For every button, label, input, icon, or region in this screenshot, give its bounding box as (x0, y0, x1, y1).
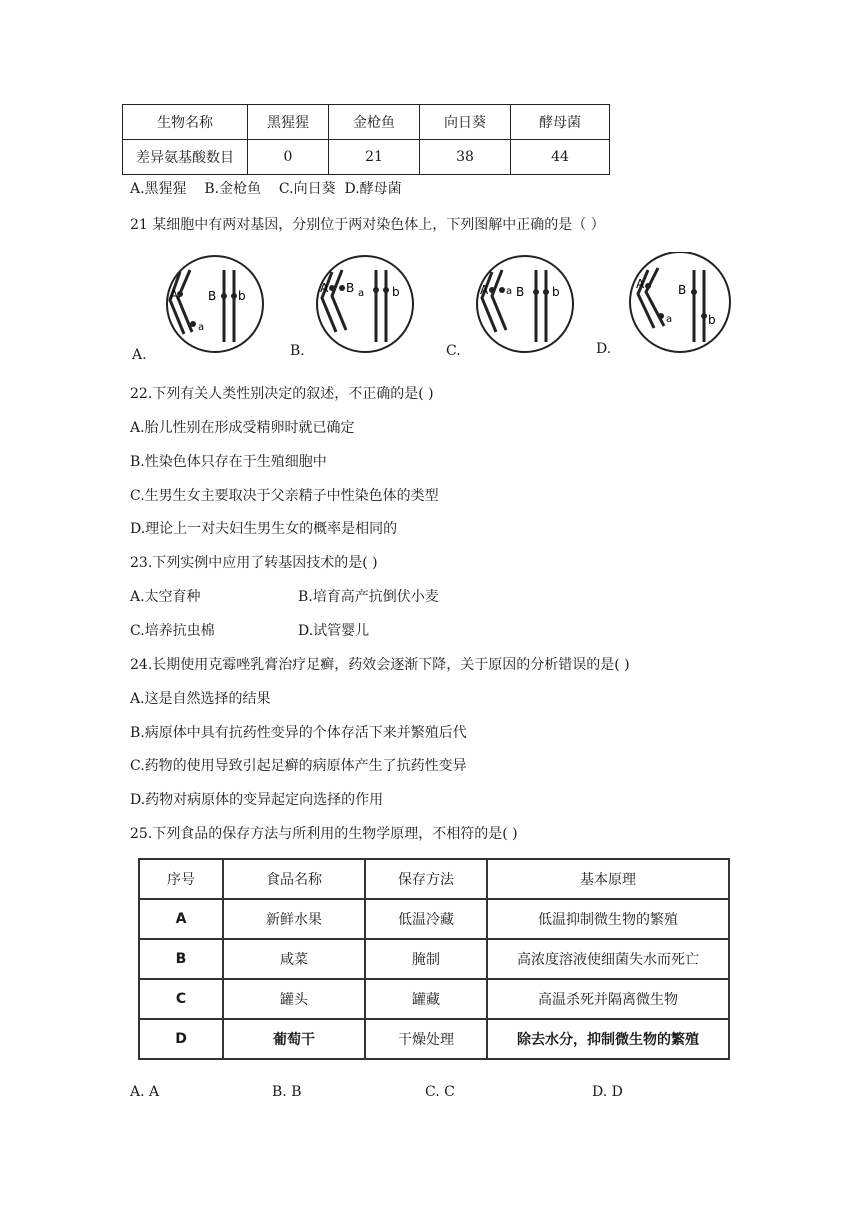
q23-option-b: B.培育高产抗倒伏小麦 (298, 589, 439, 605)
table-cell: 38 (420, 140, 511, 175)
table-cell: 咸菜 (223, 939, 365, 979)
table-row (123, 105, 610, 140)
gene-label: a (358, 288, 365, 299)
food-preservation-table (138, 858, 730, 1060)
table-header-cell: 序号 (139, 859, 223, 899)
table-row (139, 899, 729, 939)
q23-stem: 23.下列实例中应用了转基因技术的是( ) (130, 555, 378, 571)
table-cell: 低温抑制微生物的繁殖 (487, 899, 729, 939)
table-row (123, 140, 610, 175)
q22-option-b: B.性染色体只存在于生殖细胞中 (130, 454, 327, 470)
gene-label: b (392, 285, 400, 299)
table-cell: 差异氨基酸数目 (123, 140, 248, 175)
q20-options: A.黑猩猩 B.金枪鱼 C.向日葵 D.酵母菌 (130, 181, 402, 197)
table-header-cell: 金枪鱼 (329, 105, 420, 140)
diagram-c (477, 256, 573, 352)
table-cell: B (139, 939, 223, 979)
q21-option-a: A. (132, 347, 147, 363)
table-cell: 罐藏 (365, 979, 487, 1019)
table-header-cell: 酵母菌 (511, 105, 610, 140)
q25-option-d: D. D (592, 1084, 623, 1100)
diagram-b (317, 256, 413, 352)
table-header-cell: 向日葵 (420, 105, 511, 140)
q23-option-c: C.培养抗虫棉 (130, 623, 215, 639)
q21-option-c: C. (446, 343, 461, 359)
table-cell: 腌制 (365, 939, 487, 979)
table-cell: D (139, 1019, 223, 1059)
table-cell: 44 (511, 140, 610, 175)
table-row (139, 939, 729, 979)
q24-option-b: B.病原体中具有抗药性变异的个体存活下来并繁殖后代 (130, 725, 467, 741)
q24-stem: 24.长期使用克霉唑乳膏治疗足癣，药效会逐渐下降，关于原因的分析错误的是( ) (130, 657, 630, 673)
table-row (139, 979, 729, 1019)
q23-option-a: A.太空育种 (130, 589, 201, 605)
gene-label: A (636, 277, 645, 291)
table-cell: 21 (329, 140, 420, 175)
q22-option-c: C.生男生女主要取决于父亲精子中性染色体的类型 (130, 488, 439, 504)
q21-option-d: D. (596, 341, 612, 357)
q21-option-b: B. (290, 343, 305, 359)
gene-label: b (708, 313, 716, 327)
table-cell: 除去水分，抑制微生物的繁殖 (487, 1019, 729, 1059)
table-cell: A (139, 899, 223, 939)
gene-label: A (320, 281, 329, 295)
diagram-a (167, 256, 263, 352)
table-cell: 高浓度溶液使细菌失水而死亡 (487, 939, 729, 979)
q25-option-a: A. A (130, 1084, 160, 1100)
table-cell: C (139, 979, 223, 1019)
gene-label: a (666, 314, 673, 325)
table-cell: 葡萄干 (223, 1019, 365, 1059)
q24-option-d: D.药物对病原体的变异起定向选择的作用 (130, 792, 384, 808)
q22-stem: 22.下列有关人类性别决定的叙述，不正确的是( ) (130, 386, 434, 402)
table-header-cell: 生物名称 (123, 105, 248, 140)
q23-option-d: D.试管婴儿 (298, 623, 370, 639)
table-cell: 0 (248, 140, 329, 175)
table-cell: 低温冷藏 (365, 899, 487, 939)
q22-option-a: A.胎儿性别在形成受精卵时就已确定 (130, 420, 355, 436)
table-cell: 干燥处理 (365, 1019, 487, 1059)
q22-option-d: D.理论上一对夫妇生男生女的概率是相同的 (130, 521, 398, 537)
table-cell: 高温杀死并隔离微生物 (487, 979, 729, 1019)
chromosome-diagram-svg (120, 252, 740, 364)
q25-option-c: C. C (425, 1084, 455, 1100)
q24-option-c: C.药物的使用导致引起足癣的病原体产生了抗药性变异 (130, 758, 467, 774)
table-header-cell: 保存方法 (365, 859, 487, 899)
diagram-d (630, 252, 730, 352)
table-cell: 新鲜水果 (223, 899, 365, 939)
gene-label: b (552, 285, 560, 299)
q24-option-a: A.这是自然选择的结果 (130, 691, 271, 707)
q25-stem: 25.下列食品的保存方法与所利用的生物学原理，不相符的是( ) (130, 826, 518, 842)
table-row (139, 1019, 729, 1059)
gene-label: B (678, 283, 687, 297)
gene-label: A (170, 288, 179, 302)
amino-acid-table (122, 104, 610, 175)
gene-label: B (346, 281, 355, 295)
gene-label: B (208, 289, 217, 303)
table-header-cell: 黑猩猩 (248, 105, 329, 140)
gene-label: a (506, 286, 513, 297)
gene-label: b (238, 289, 246, 303)
gene-label: A (480, 283, 489, 297)
q25-option-b: B. B (272, 1084, 302, 1100)
q21-stem: 21 某细胞中有两对基因，分别位于两对染色体上，下列图解中正确的是（ ） (130, 217, 605, 233)
table-header-cell: 食品名称 (223, 859, 365, 899)
table-cell: 罐头 (223, 979, 365, 1019)
gene-label: B (516, 285, 525, 299)
table-header-cell: 基本原理 (487, 859, 729, 899)
gene-label: a (198, 322, 205, 333)
table-row (139, 859, 729, 899)
